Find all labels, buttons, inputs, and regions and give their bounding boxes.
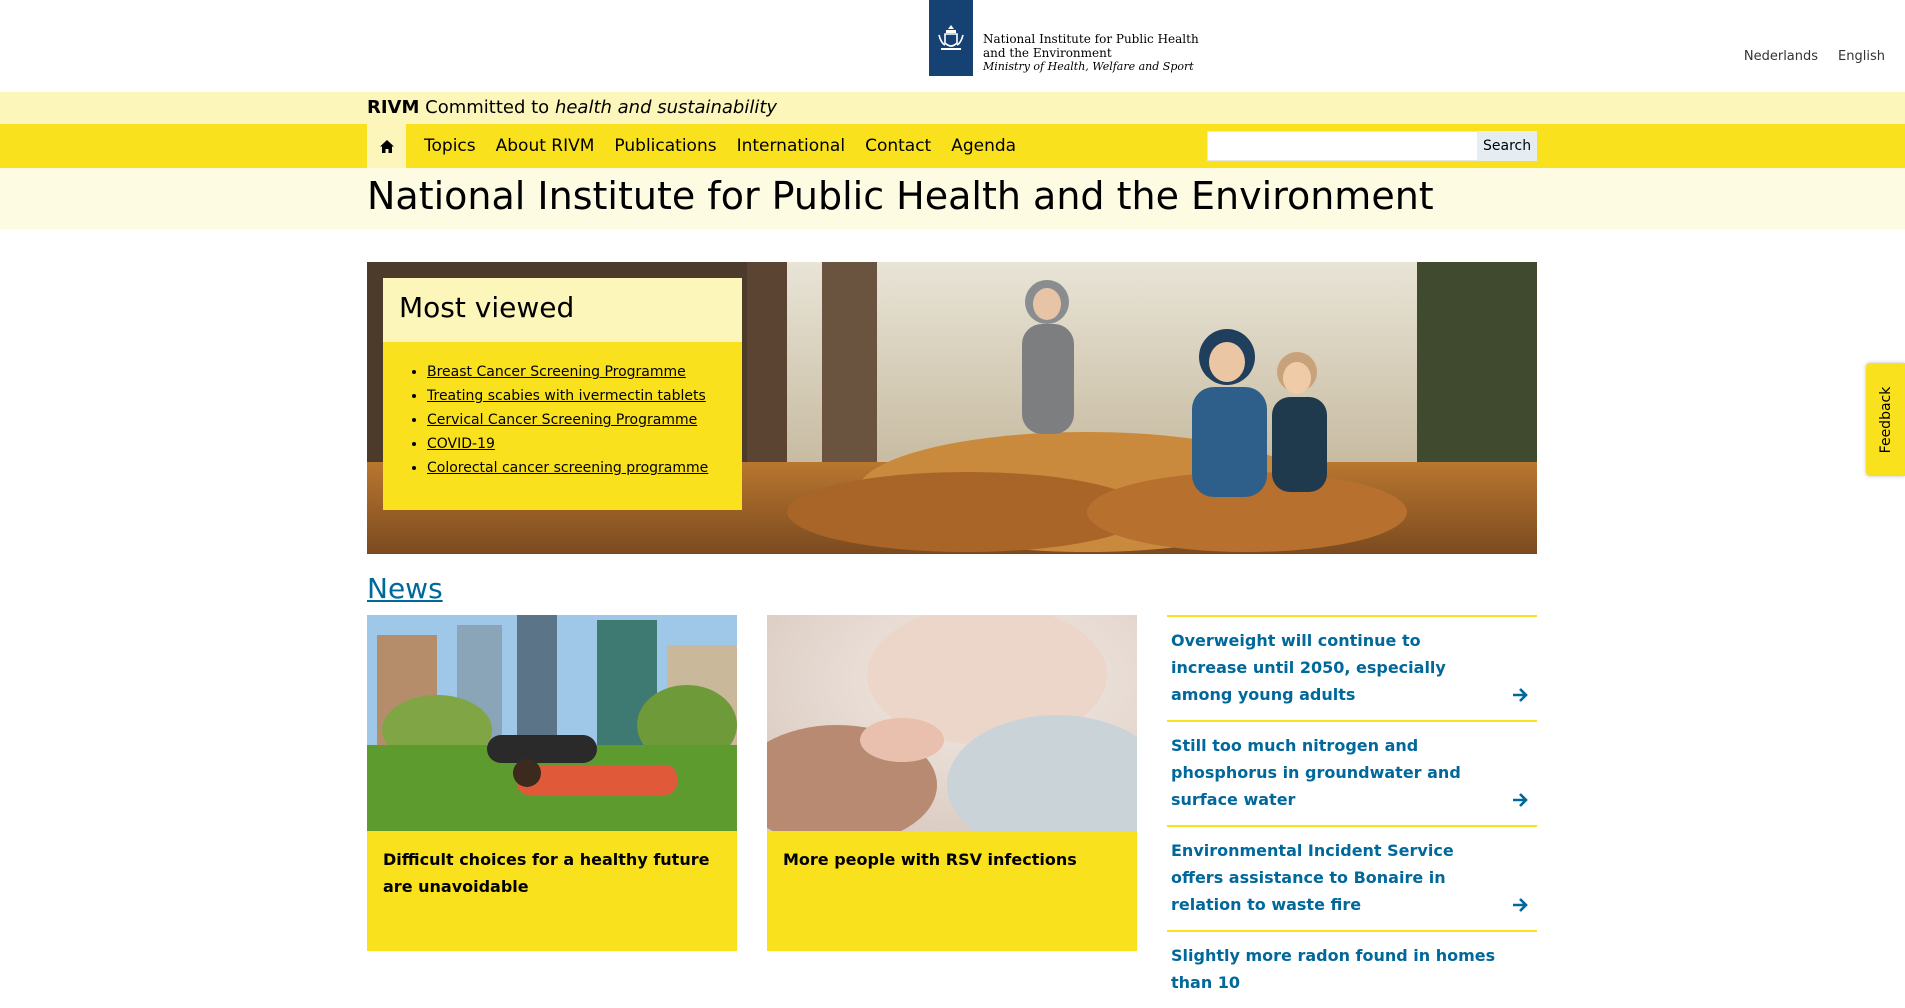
most-viewed-link-colorectal-cancer[interactable]: Colorectal cancer screening programme: [427, 460, 709, 476]
most-viewed-link-breast-cancer[interactable]: Breast Cancer Screening Programme: [427, 364, 686, 380]
nav-international[interactable]: International: [736, 136, 846, 156]
search-box: [1207, 131, 1537, 161]
tagline-band: [0, 92, 1905, 124]
news-item[interactable]: [1167, 720, 1537, 825]
nav-home-button[interactable]: [367, 124, 406, 168]
arrow-right-icon: [1511, 791, 1529, 809]
news-card-healthy-future[interactable]: [367, 615, 737, 915]
most-viewed-item[interactable]: [427, 408, 742, 432]
main-nav: [0, 124, 1905, 168]
most-viewed-item[interactable]: [427, 456, 742, 480]
tagline-text: Committed to: [425, 97, 550, 118]
nav-publications[interactable]: Publications: [614, 136, 717, 156]
tagline: [367, 97, 777, 118]
news-item-title[interactable]: Slightly more radon found in homes than 10: [1171, 946, 1496, 992]
tagline-italic: health and sustainability: [554, 97, 778, 118]
news-item[interactable]: [1167, 615, 1537, 720]
most-viewed-item[interactable]: [427, 432, 742, 456]
language-nederlands[interactable]: Nederlands: [1743, 49, 1819, 64]
news-heading[interactable]: News: [367, 572, 443, 605]
nav-about-rivm[interactable]: About RIVM: [495, 136, 595, 156]
top-header: [0, 0, 1905, 92]
language-english[interactable]: English: [1838, 49, 1885, 64]
coat-of-arms-icon: [929, 0, 973, 76]
title-band: [0, 168, 1905, 229]
logo-org-name-line2: and the Environment: [983, 46, 1112, 60]
most-viewed-item[interactable]: [427, 384, 742, 408]
news-item-title[interactable]: Overweight will continue to increase until 2050, especially among young adults: [1171, 631, 1446, 704]
most-viewed-panel: [383, 278, 742, 510]
nav-topics[interactable]: Topics: [424, 136, 476, 156]
home-icon: [380, 140, 394, 153]
news-item[interactable]: [1167, 930, 1537, 1008]
hero: [367, 262, 1537, 554]
news-item-title[interactable]: Still too much nitrogen and phosphorus in groundwater and surface water: [1171, 736, 1461, 809]
most-viewed-list: [383, 342, 742, 480]
feedback-label: Feedback: [1877, 386, 1894, 453]
news-item-title[interactable]: Environmental Incident Service offers assistance to Bonaire in relation to waste fire: [1171, 841, 1454, 914]
logo-org-name-line1: National Institute for Public Health: [983, 32, 1199, 46]
news-list: [1167, 615, 1537, 1008]
nav-contact[interactable]: Contact: [865, 136, 932, 156]
rivm-logo[interactable]: [929, 0, 1199, 76]
news-card-title[interactable]: More people with RSV infections: [767, 831, 1137, 951]
nav-items: [367, 124, 1026, 168]
search-input[interactable]: [1207, 131, 1477, 161]
news-image-baby-hand: [767, 615, 1137, 831]
news-item[interactable]: [1167, 825, 1537, 930]
nav-agenda[interactable]: Agenda: [951, 136, 1017, 156]
page-title: National Institute for Public Health and the Environment: [367, 174, 1434, 218]
arrow-right-icon: [1511, 896, 1529, 914]
arrow-right-icon: [1511, 686, 1529, 704]
logo-text: [983, 0, 1199, 74]
most-viewed-link-covid19[interactable]: COVID-19: [427, 436, 495, 452]
most-viewed-body: [383, 342, 742, 510]
most-viewed-link-cervical-cancer[interactable]: Cervical Cancer Screening Programme: [427, 412, 698, 428]
logo-ministry-name: Ministry of Health, Welfare and Sport: [983, 60, 1194, 73]
news-card-title[interactable]: Difficult choices for a healthy future are unavoidable: [367, 831, 737, 951]
news-card-rsv[interactable]: [767, 615, 1137, 915]
search-button[interactable]: Search: [1477, 131, 1537, 161]
most-viewed-title: Most viewed: [399, 291, 575, 324]
news-image-yoga-in-park: [367, 615, 737, 831]
feedback-tab[interactable]: [1866, 363, 1905, 476]
most-viewed-header: [383, 278, 742, 342]
tagline-brand: RIVM: [367, 97, 420, 118]
most-viewed-link-scabies[interactable]: Treating scabies with ivermectin tablets: [427, 388, 706, 404]
language-switch: [1744, 49, 1885, 64]
most-viewed-item[interactable]: [427, 360, 742, 384]
